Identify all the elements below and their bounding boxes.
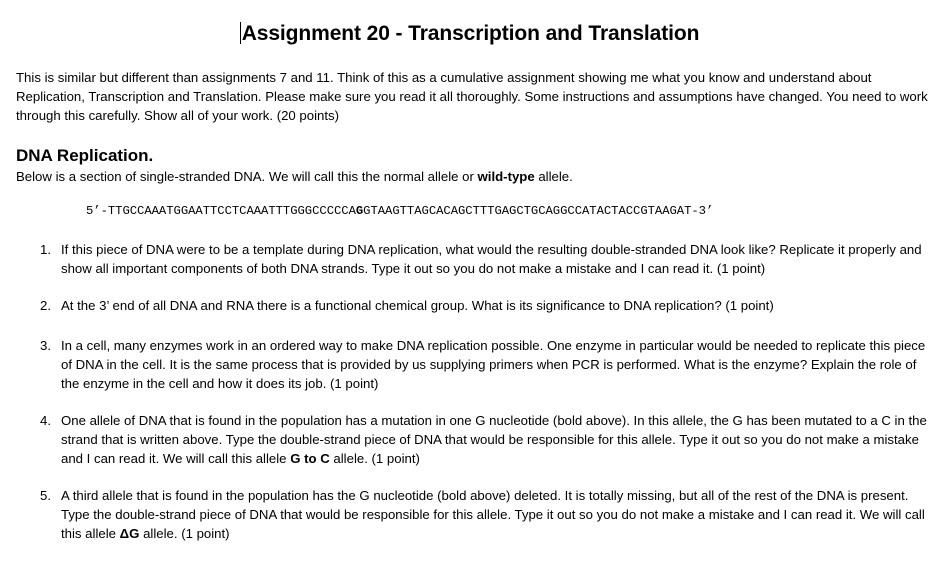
question-text-end: allele. (1 point) (329, 451, 420, 466)
text-cursor (240, 22, 241, 44)
question-number: 3. (40, 338, 51, 353)
question-number: 1. (40, 242, 51, 257)
allele-name: G to C (290, 451, 330, 466)
section-description (16, 167, 573, 186)
wild-type-term: wild-type (477, 169, 535, 184)
section-heading: DNA Replication. (16, 146, 154, 165)
question-5 (40, 486, 928, 543)
question-text: In a cell, many enzymes work in an ordered way to make DNA replication possible. One enzyme in particular would be needed to replicate this piece of DNA in the cell. It is the same process that is provided by us supplying primers when PCR is performed. What is the enzyme? Explain the role of the enzyme in the cell and how it does its job. (1 point) (61, 338, 926, 391)
question-1 (40, 240, 928, 278)
question-text (61, 486, 928, 543)
question-text-end: allele. (1 point) (139, 526, 230, 541)
question-number: 2. (40, 298, 51, 313)
allele-name: ΔG (119, 526, 140, 541)
question-text-start: One allele of DNA that is found in the population has a mutation in one G nucleotide (bold above). In this allele, the G has been mutated to a C in the strand that is written above. Type the double-strand piece of DNA that would be responsible for this allele. Type it out so you do not make a mistake and I can read it. We will call this allele (61, 413, 927, 466)
question-number: 4. (40, 413, 51, 428)
dna-sequence-end: GTAAGTTAGCACAGCTTTGAGCTGCAGGCCATACTACCGTAAGAT-3’ (363, 204, 714, 218)
section-description-end: allele. (534, 169, 573, 184)
question-3 (40, 336, 928, 393)
question-number: 5. (40, 488, 51, 503)
question-text-start: A third allele that is found in the population has the G nucleotide (bold above) deleted. It is totally missing, but all of the rest of the DNA is present. Type the double-strand piece of DNA that would be responsible for this allele. Type it out so you do not make a mistake and I can read it. We will call this allele (61, 488, 925, 541)
dna-bold-nucleotide: G (355, 204, 364, 218)
question-4 (40, 411, 928, 468)
dna-sequence (86, 204, 713, 218)
question-2 (40, 296, 928, 315)
intro-paragraph: This is similar but different than assignments 7 and 11. Think of this as a cumulative assignment showing me what you know and understand about Replication, Transcription and Translation. Please make sure you read it all thoroughly. Some instructions and assumptions have changed. You need to work through this carefully. Show all of your work. (20 points) (16, 70, 928, 123)
question-text (61, 411, 928, 468)
question-text: If this piece of DNA were to be a template during DNA replication, what would the resulting double-stranded DNA look like? Replicate it properly and show all important components of both DNA strands. Type it out so you do not make a mistake and I can read it. (1 point) (61, 242, 922, 276)
document-title-text: Assignment 20 - Transcription and Translation (241, 22, 700, 45)
document-title (0, 22, 939, 46)
dna-sequence-start: 5’-TTGCCAAATGGAATTCCTCAAATTTGGGCCCCCA (86, 204, 356, 218)
section-description-text: Below is a section of single-stranded DNA. We will call this the normal allele or (16, 169, 478, 184)
question-text: At the 3’ end of all DNA and RNA there is a functional chemical group. What is its significance to DNA replication? (1 point) (61, 298, 774, 313)
